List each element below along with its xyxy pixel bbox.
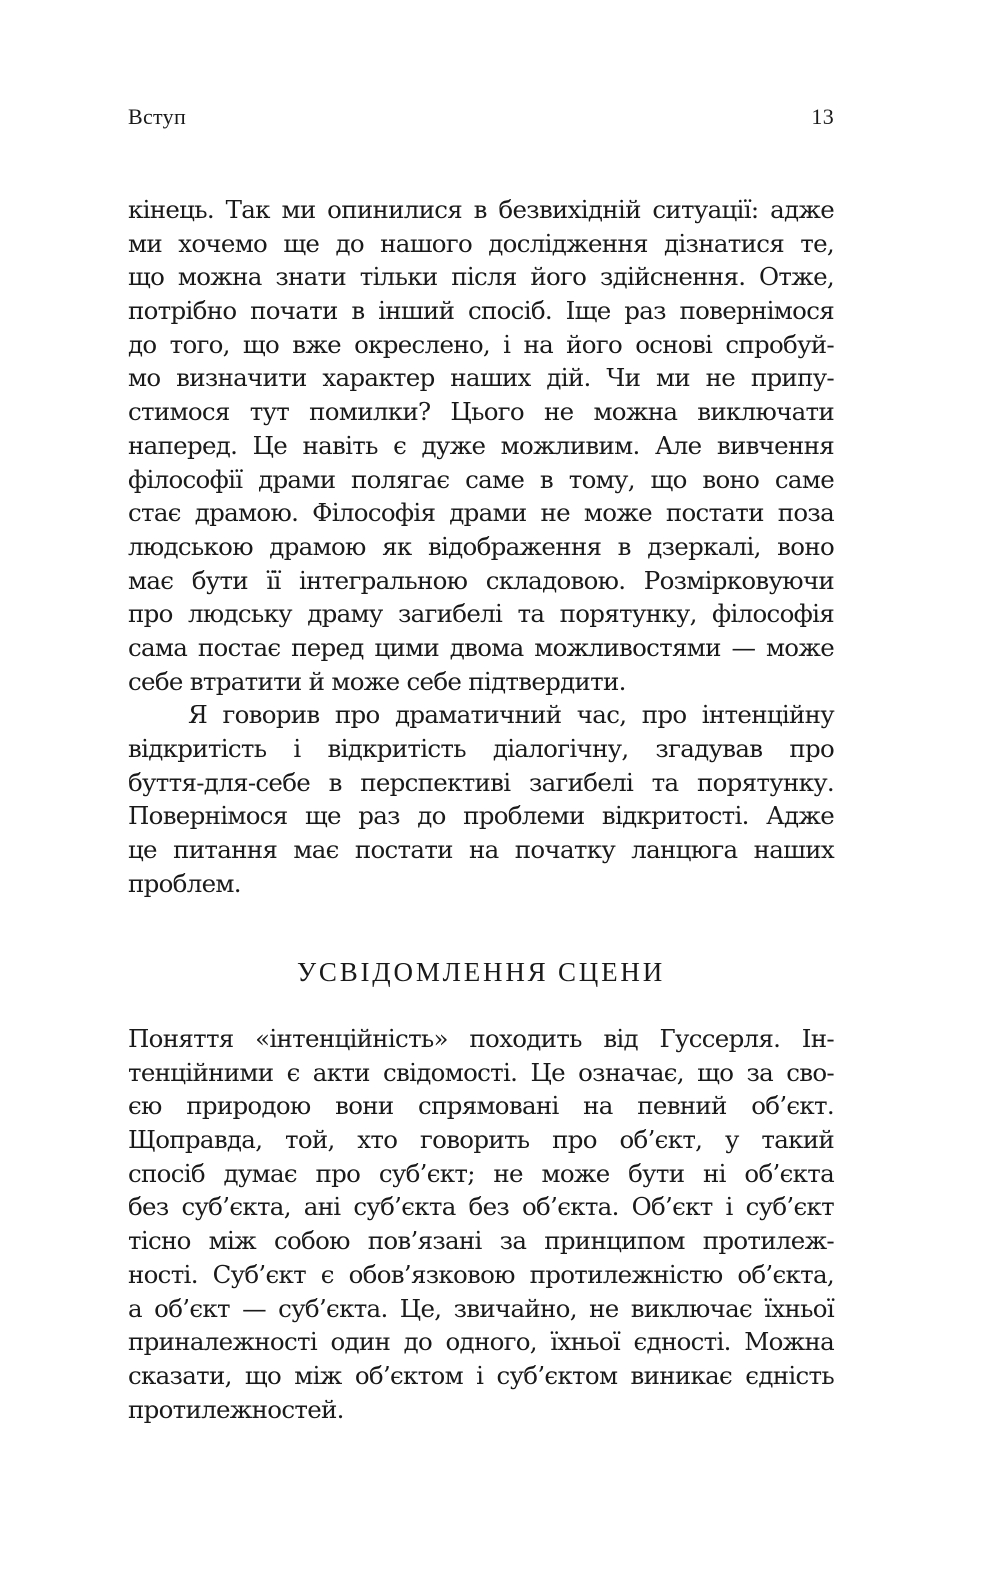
text-line: кінець. Так ми опинилися в безвихідній ситуації: адже <box>128 195 834 224</box>
text-line: мо визначити характер наших дій. Чи ми не припу- <box>128 363 834 393</box>
text-line: буття-для-себе в перспективі загибелі та порятунку. <box>128 767 834 797</box>
text-line: стимося тут помилки? Цього не можна виключати <box>128 397 834 427</box>
book-page <box>128 0 834 1575</box>
text-line: це питання має постати на початку ланцюга наших <box>128 835 834 865</box>
text-line: ми хочемо ще до нашого дослідження дізнатися те, <box>128 228 834 258</box>
text-line: себе втратити й може себе підтвердити. <box>128 666 626 696</box>
text-line: проблем. <box>128 868 241 898</box>
text-line: Я говорив про драматичний час, про інтенційну <box>188 700 834 730</box>
text-line: стає драмою. Філософія драми не може постати поза <box>128 498 834 528</box>
text-line: а об’єкт — суб’єкта. Це, звичайно, не виключає їхньої <box>128 1293 834 1323</box>
text-line: протилежностей. <box>128 1394 344 1424</box>
text-line: відкритість і відкритість діалогічну, згадував про <box>128 734 834 763</box>
text-line: що можна знати тільки після його здійснення. Отже, <box>128 262 834 292</box>
text-line: має бути її інтегральною складовою. Розмірковуючи <box>128 565 834 595</box>
text-line: без суб’єкта, ані суб’єкта без об’єкта. Об’єкт і суб’єкт <box>128 1192 834 1222</box>
text-line: про людську драму загибелі та порятунку, філософія <box>128 599 834 629</box>
running-head <box>128 104 834 136</box>
text-line: Щоправда, той, хто говорить про об’єкт, у такий <box>128 1125 834 1155</box>
text-line: потрібно почати в інший спосіб. Іще раз повернімося <box>128 296 834 326</box>
text-line: тенційними є акти свідомості. Це означає, що за сво- <box>128 1057 834 1087</box>
paragraph-intentionality <box>128 1022 834 1426</box>
text-line: спосіб думає про суб’єкт; не може бути ні об’єкта <box>128 1158 834 1188</box>
running-head-section-title: Вступ <box>128 104 187 129</box>
text-line: сама постає перед цими двома можливостями — може <box>128 632 834 662</box>
text-line: наперед. Це навіть є дуже можливим. Але вивчення <box>128 430 834 460</box>
text-line: філософії драми полягає саме в тому, що воно саме <box>128 464 834 494</box>
text-line: людською драмою як відображення в дзеркалі, воно <box>128 531 834 561</box>
text-line: приналежності один до одного, їхньої єдності. Можна <box>128 1327 834 1357</box>
text-line: ності. Суб’єкт є обов’язковою протилежністю об’єкта, <box>128 1259 834 1289</box>
paragraph-continuation <box>128 193 834 900</box>
page-number: 13 <box>811 104 834 129</box>
text-line: Поняття «інтенційність» походить від Гуссерля. Ін- <box>128 1024 834 1053</box>
text-line: єю природою вони спрямовані на певний об’єкт. <box>128 1091 834 1121</box>
text-line: тісно між собою пов’язані за принципом протилеж- <box>128 1226 834 1256</box>
text-line: Повернімося ще раз до проблеми відкритості. Адже <box>128 801 834 831</box>
text-line: сказати, що між об’єктом і суб’єктом виникає єдність <box>128 1360 834 1390</box>
text-line: до того, що вже окреслено, і на його основі спробуй- <box>128 329 834 359</box>
section-heading: УСВІДОМЛЕННЯ СЦЕНИ <box>296 957 665 987</box>
